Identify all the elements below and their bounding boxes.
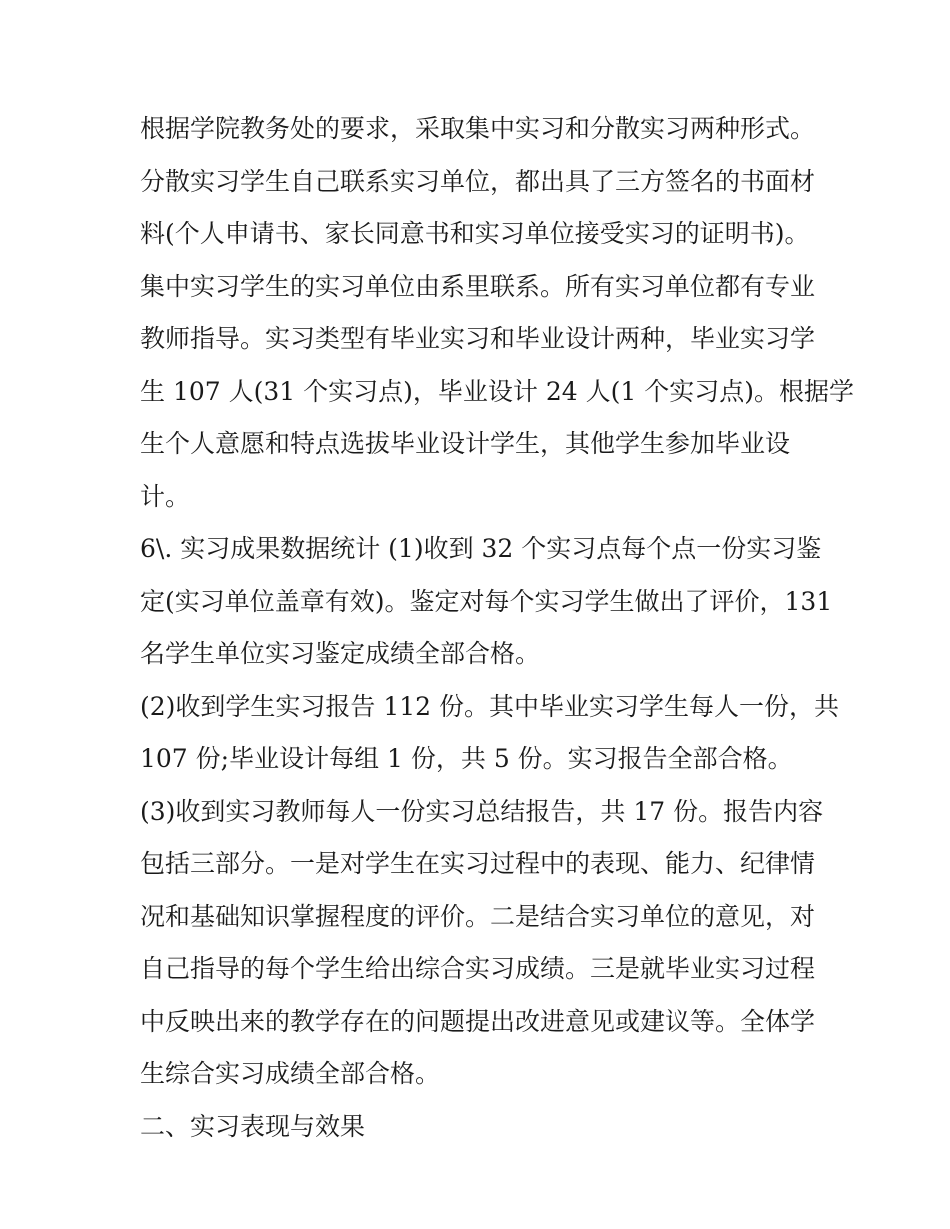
- text-line: 分散实习学生自己联系实习单位，都出具了三方签名的书面材: [140, 166, 816, 196]
- section-heading: 二、实习表现与效果: [140, 1111, 366, 1141]
- document-body: [140, 103, 854, 1153]
- text-line: 根据学院教务处的要求，采取集中实习和分散实习两种形式。: [140, 114, 816, 143]
- text-line: 中反映出来的教学存在的问题提出改进意见或建议等。全体学: [140, 1006, 816, 1036]
- text-line: 集中实习学生的实习单位由系里联系。所有实习单位都有专业: [140, 271, 816, 301]
- text-line: (3)收到实习教师每人一份实习总结报告，共 17 份。报告内容: [140, 796, 824, 826]
- text-line: 名学生单位实习鉴定成绩全部合格。: [140, 639, 541, 668]
- text-line: 教师指导。实习类型有毕业实习和毕业设计两种，毕业实习学: [140, 324, 816, 353]
- section-heading-stats: 6\. 实习成果数据统计 (1)收到 32 个实习点每个点一份实习鉴: [140, 534, 822, 563]
- text-line: 计。: [140, 481, 191, 511]
- text-line: 料(个人申请书、家长同意书和实习单位接受实习的证明书)。: [140, 219, 810, 248]
- text-line: 107 份;毕业设计每组 1 份，共 5 份。实习报告全部合格。: [140, 744, 793, 773]
- text-line: 包括三部分。一是对学生在实习过程中的表现、能力、纪律情: [140, 849, 816, 878]
- text-line: 定(实习单位盖章有效)。鉴定对每个实习学生做出了评价，131: [140, 586, 833, 616]
- text-line: 况和基础知识掌握程度的评价。二是结合实习单位的意见，对: [140, 901, 816, 931]
- text-line: 生个人意愿和特点选拔毕业设计学生，其他学生参加毕业设: [140, 429, 791, 458]
- text-line: 生综合实习成绩全部合格。: [140, 1059, 441, 1088]
- text-line: (2)收到学生实习报告 112 份。其中毕业实习学生每人一份，共: [140, 691, 840, 721]
- text-line: 生 107 人(31 个实习点)，毕业设计 24 人(1 个实习点)。根据学: [140, 376, 854, 406]
- text-line: 自己指导的每个学生给出综合实习成绩。三是就毕业实习过程: [140, 954, 816, 983]
